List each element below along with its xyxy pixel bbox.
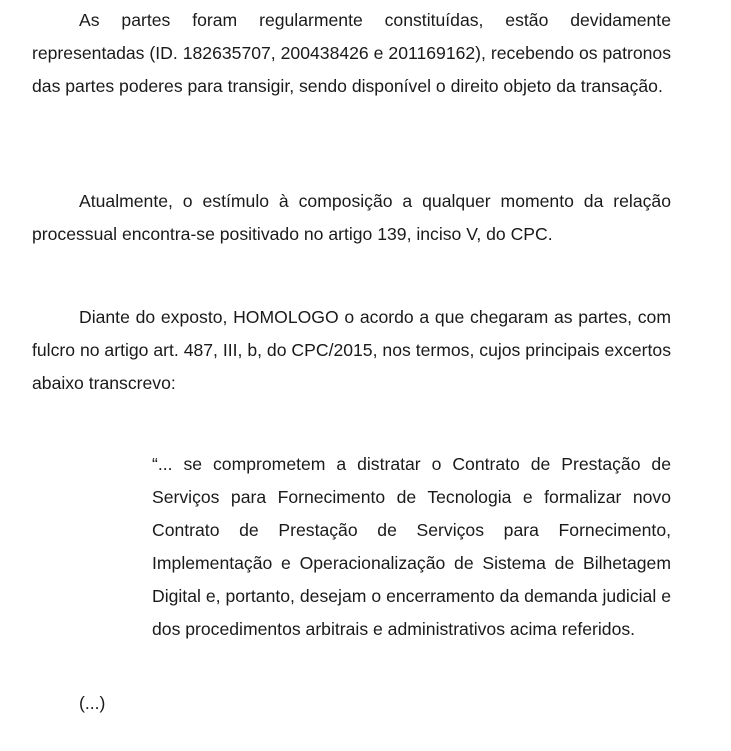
block-quote-agreement: “... se comprometem a distratar o Contrato de Prestação de Serviços para Fornecimento de Tecnologia e formalizar novo Contrato de Prestação de Serviços para Fornecimento, Implementação e Operacionalização de Sistema de Bilhetagem Digital e, portanto, desejam o encerramento da demanda judicial e dos procedimentos arbitrais e administrativos acima referidos. [152,454,671,639]
paragraph-parties-constituted: As partes foram regularmente constituídas, estão devidamente representadas (ID. 182635707, 200438426 e 201169162), recebendo os patronos das partes poderes para transigir, sendo disponível o direito objeto da transação. [32,10,671,96]
omission-ellipsis: (...) [79,693,106,713]
paragraph-composition-stimulus: Atualmente, o estímulo à composição a qualquer momento da relação processual encontra-se positivado no artigo 139, inciso V, do CPC. [32,191,671,244]
paragraph-homologation: Diante do exposto, HOMOLOGO o acordo a que chegaram as partes, com fulcro no artigo art. 487, III, b, do CPC/2015, nos termos, cujos principais excertos abaixo transcrevo: [32,307,671,393]
